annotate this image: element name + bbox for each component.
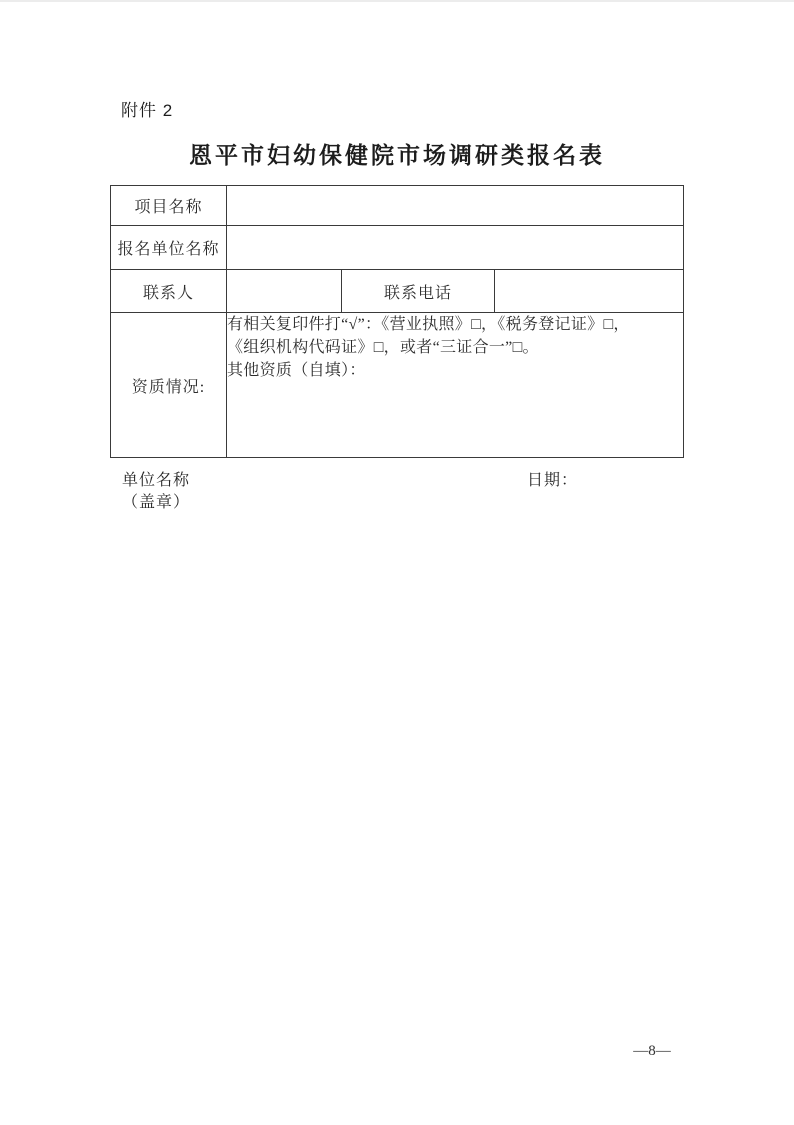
other-qualification-field[interactable] bbox=[227, 382, 683, 438]
page-number: —8— bbox=[633, 1043, 671, 1059]
contact-phone-field[interactable] bbox=[495, 270, 684, 313]
contact-phone-label: 联系电话 bbox=[342, 270, 495, 313]
other-qualification-label: 其他资质（自填）： bbox=[227, 362, 366, 379]
signature-seal-label: （盖章） bbox=[122, 494, 191, 511]
signature-unit-name-label: 单位名称 bbox=[122, 472, 191, 489]
table-row-qualification bbox=[111, 313, 684, 458]
project-name-label: 项目名称 bbox=[111, 186, 227, 226]
contact-person-label: 联系人 bbox=[111, 270, 227, 313]
qualification-label: 资质情况: bbox=[111, 313, 227, 458]
table-row-project-name bbox=[111, 186, 684, 226]
qualification-instruction-line-1: 有相关复印件打“√”：《营业执照》□，《税务登记证》□， bbox=[227, 316, 630, 333]
unit-name-field[interactable] bbox=[227, 226, 684, 270]
table-row-contact bbox=[111, 270, 684, 313]
date-label: 日期： bbox=[527, 472, 579, 489]
contact-person-field[interactable] bbox=[227, 270, 342, 313]
qualification-instruction-line-2: 《组织机构代码证》□，或者“三证合一”□。 bbox=[227, 339, 539, 356]
project-name-field[interactable] bbox=[227, 186, 684, 226]
qualification-content-cell bbox=[227, 313, 684, 458]
page-title: 恩平市妇幼保健院市场调研类报名表 bbox=[189, 143, 605, 168]
table-row-unit-name bbox=[111, 226, 684, 270]
attachment-label: 附件 2 bbox=[121, 101, 174, 120]
unit-name-label: 报名单位名称 bbox=[111, 226, 227, 270]
registration-form-table bbox=[110, 185, 684, 458]
signature-block bbox=[122, 470, 190, 514]
